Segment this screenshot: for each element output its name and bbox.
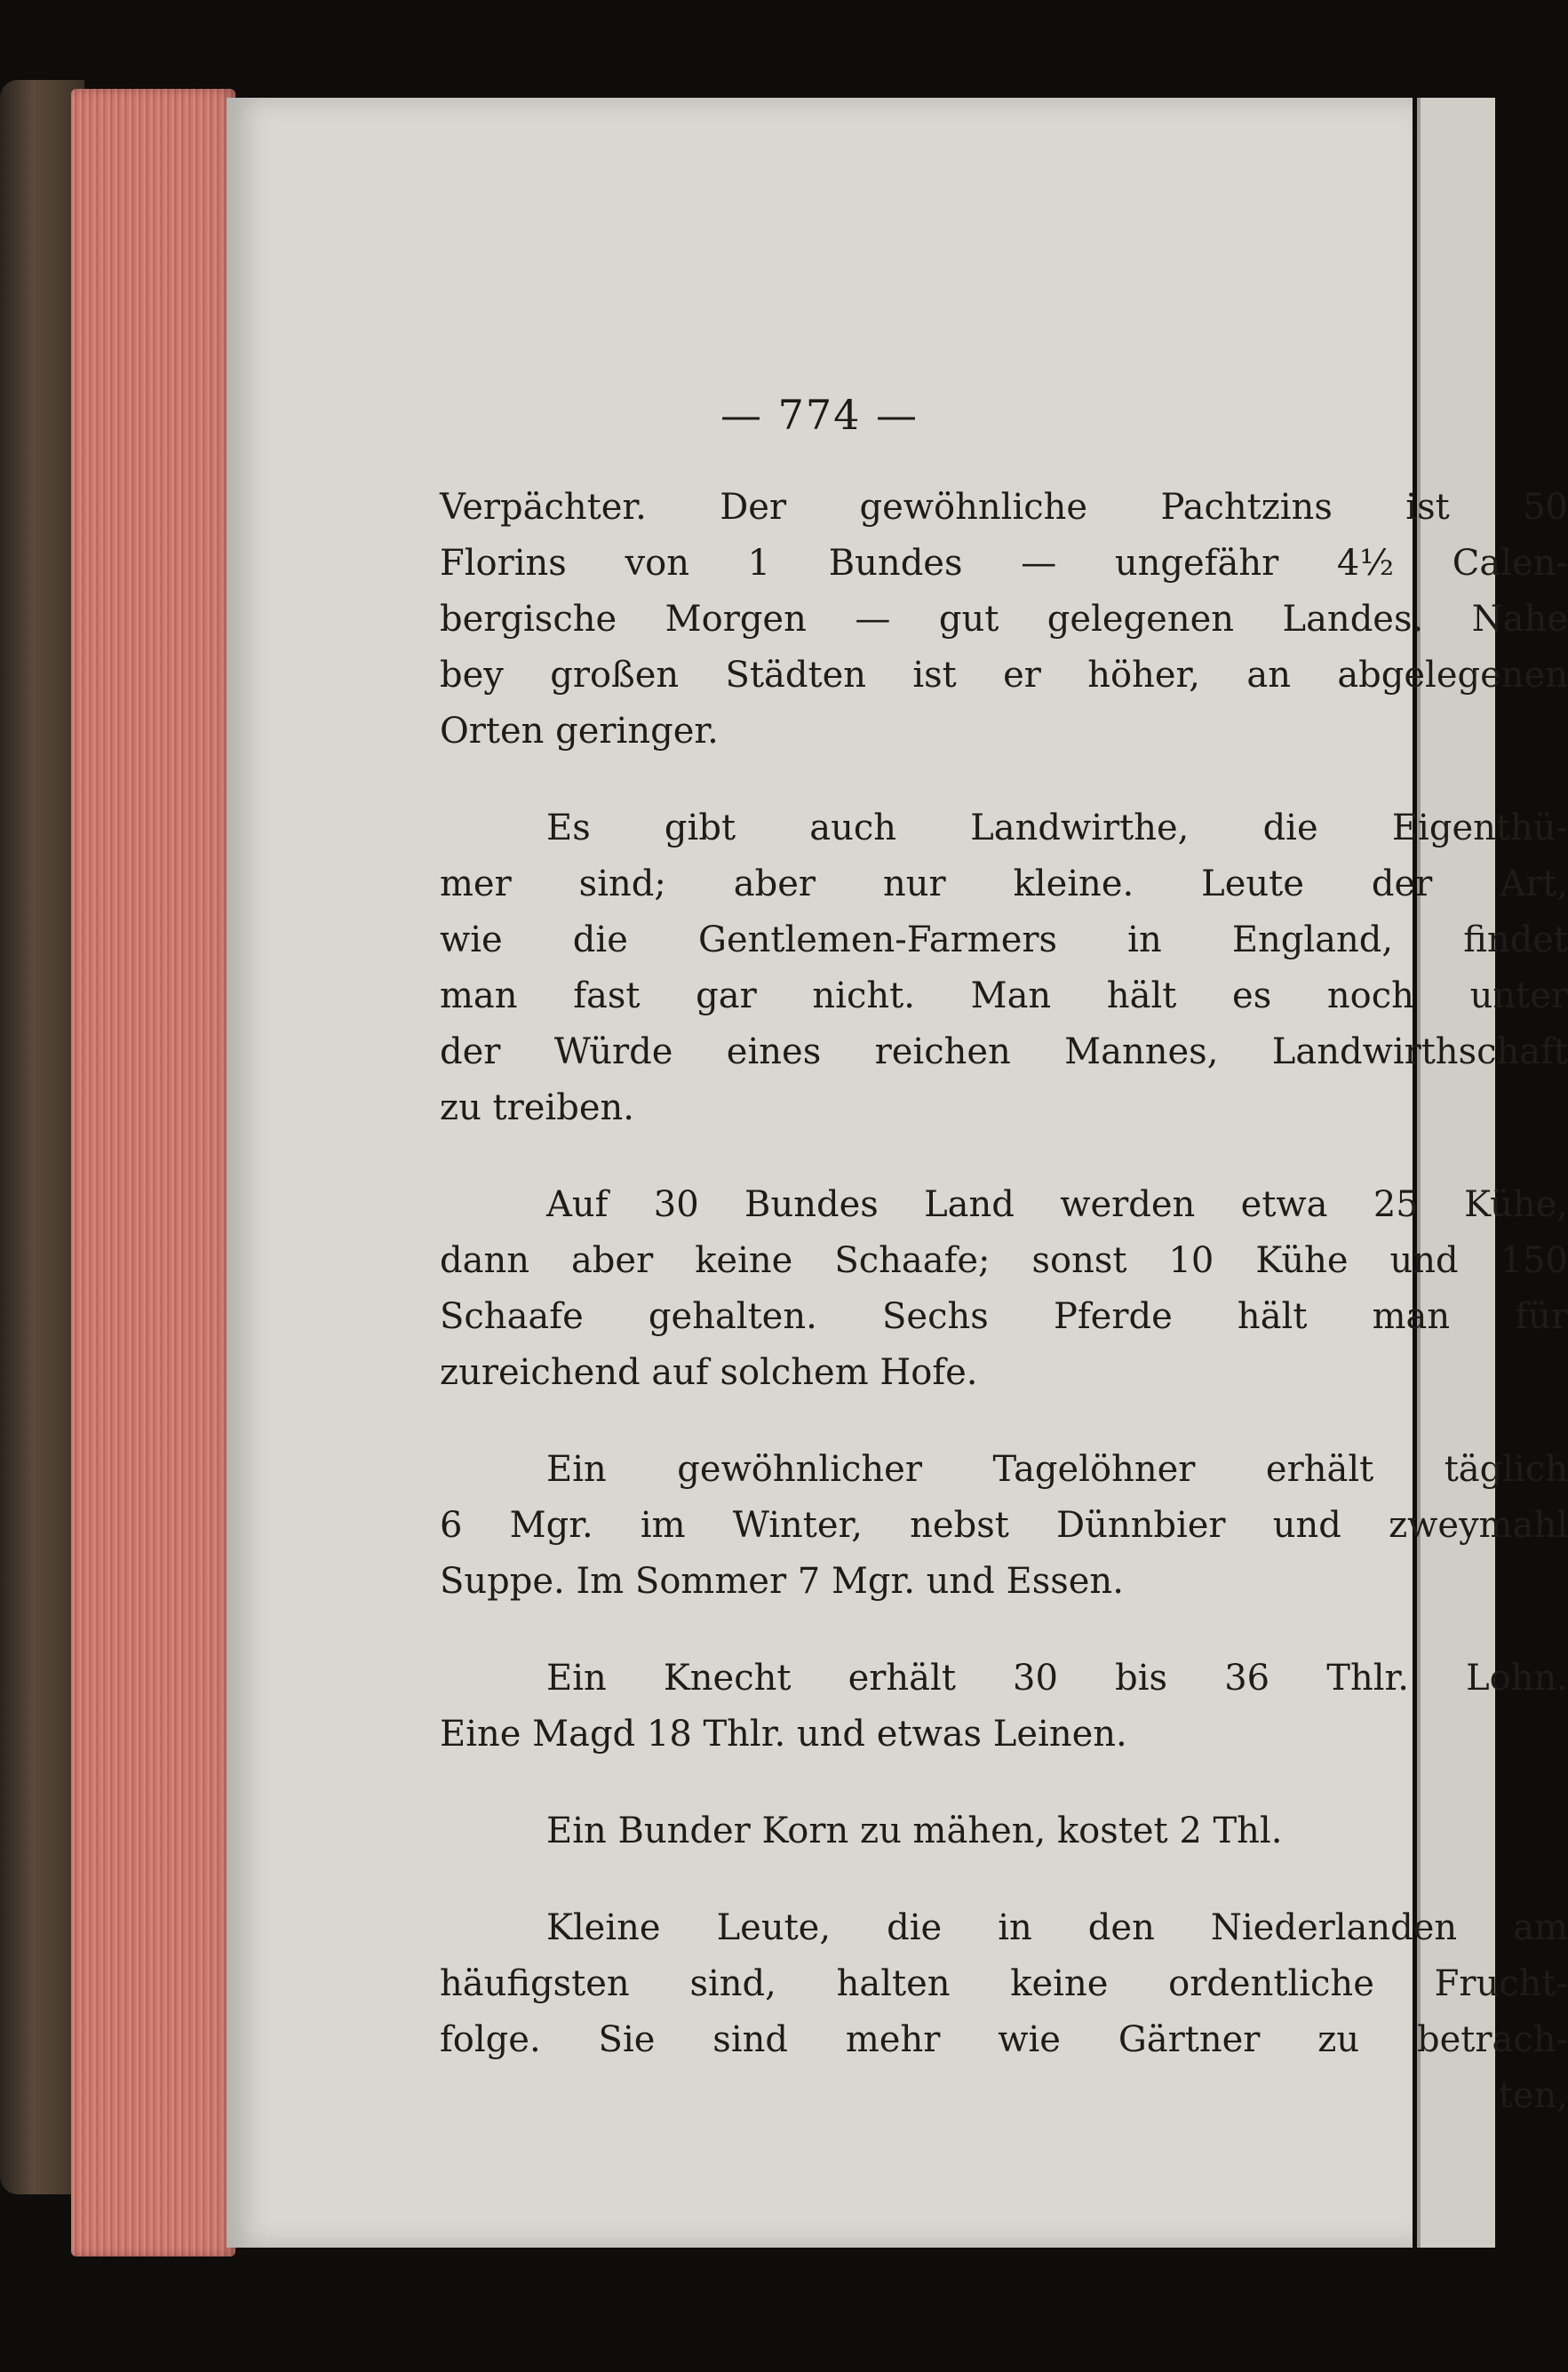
text-line: bergische Morgen — gut gelegenen Landes. Nahe — [440, 599, 1568, 640]
text-line: 6 Mgr. im Winter, nebst Dünnbier und zweymahl — [440, 1505, 1568, 1546]
text-line: Schaafe gehalten. Sechs Pferde hält man für — [440, 1296, 1568, 1337]
text-line: dann aber keine Schaafe; sonst 10 Kühe und 150 — [440, 1240, 1568, 1281]
paragraph-4 — [440, 1442, 1568, 1610]
text-line: Eine Magd 18 Thlr. und etwas Leinen. — [440, 1714, 1127, 1755]
text-line: bey großen Städten ist er höher, an abgelegenen — [440, 655, 1568, 696]
page-text — [440, 480, 1568, 2124]
text-line: Orten geringer. — [440, 711, 719, 752]
text-line: der Würde eines reichen Mannes, Landwirthschaft — [440, 1031, 1568, 1072]
text-line: Ein gewöhnlicher Tagelöhner erhält täglich — [546, 1449, 1568, 1490]
paragraph-5 — [440, 1651, 1568, 1763]
book-page — [227, 98, 1568, 2248]
text-line: zureichend auf solchem Hofe. — [440, 1352, 978, 1393]
text-line: mer sind; aber nur kleine. Leute der Art, — [440, 864, 1568, 904]
text-line: Auf 30 Bundes Land werden etwa 25 Kühe, — [546, 1184, 1568, 1225]
paragraph-6 — [440, 1803, 1568, 1859]
text-line: Ein Knecht erhält 30 bis 36 Thlr. Lohn. — [546, 1658, 1568, 1699]
text-line: Kleine Leute, die in den Niederlanden am — [546, 1907, 1568, 1948]
paragraph-7 — [440, 1900, 1568, 2068]
text-line: Florins von 1 Bundes — ungefähr 4½ Calen- — [440, 543, 1568, 584]
page-number: — 774 — — [720, 391, 919, 439]
paragraph-1 — [440, 480, 1568, 760]
catchword: ten, — [1498, 2075, 1568, 2116]
text-line: folge. Sie sind mehr wie Gärtner zu betrach- — [440, 2019, 1568, 2060]
page-edges — [71, 89, 235, 2257]
text-line: Verpächter. Der gewöhnliche Pachtzins ist 50 — [440, 487, 1568, 528]
text-line: Es gibt auch Landwirthe, die Eigenthü- — [546, 808, 1568, 848]
text-line: man fast gar nicht. Man hält es noch unter — [440, 975, 1568, 1016]
text-line: häufigsten sind, halten keine ordentliche Frucht- — [440, 1963, 1568, 2004]
paragraph-3 — [440, 1177, 1568, 1401]
text-line: Ein Bunder Korn zu mähen, kostet 2 Thl. — [546, 1811, 1283, 1851]
text-line: Suppe. Im Sommer 7 Mgr. und Essen. — [440, 1561, 1124, 1602]
paragraph-2 — [440, 800, 1568, 1136]
text-line: zu treiben. — [440, 1087, 634, 1128]
text-line: wie die Gentlemen-Farmers in England, findet — [440, 919, 1568, 960]
